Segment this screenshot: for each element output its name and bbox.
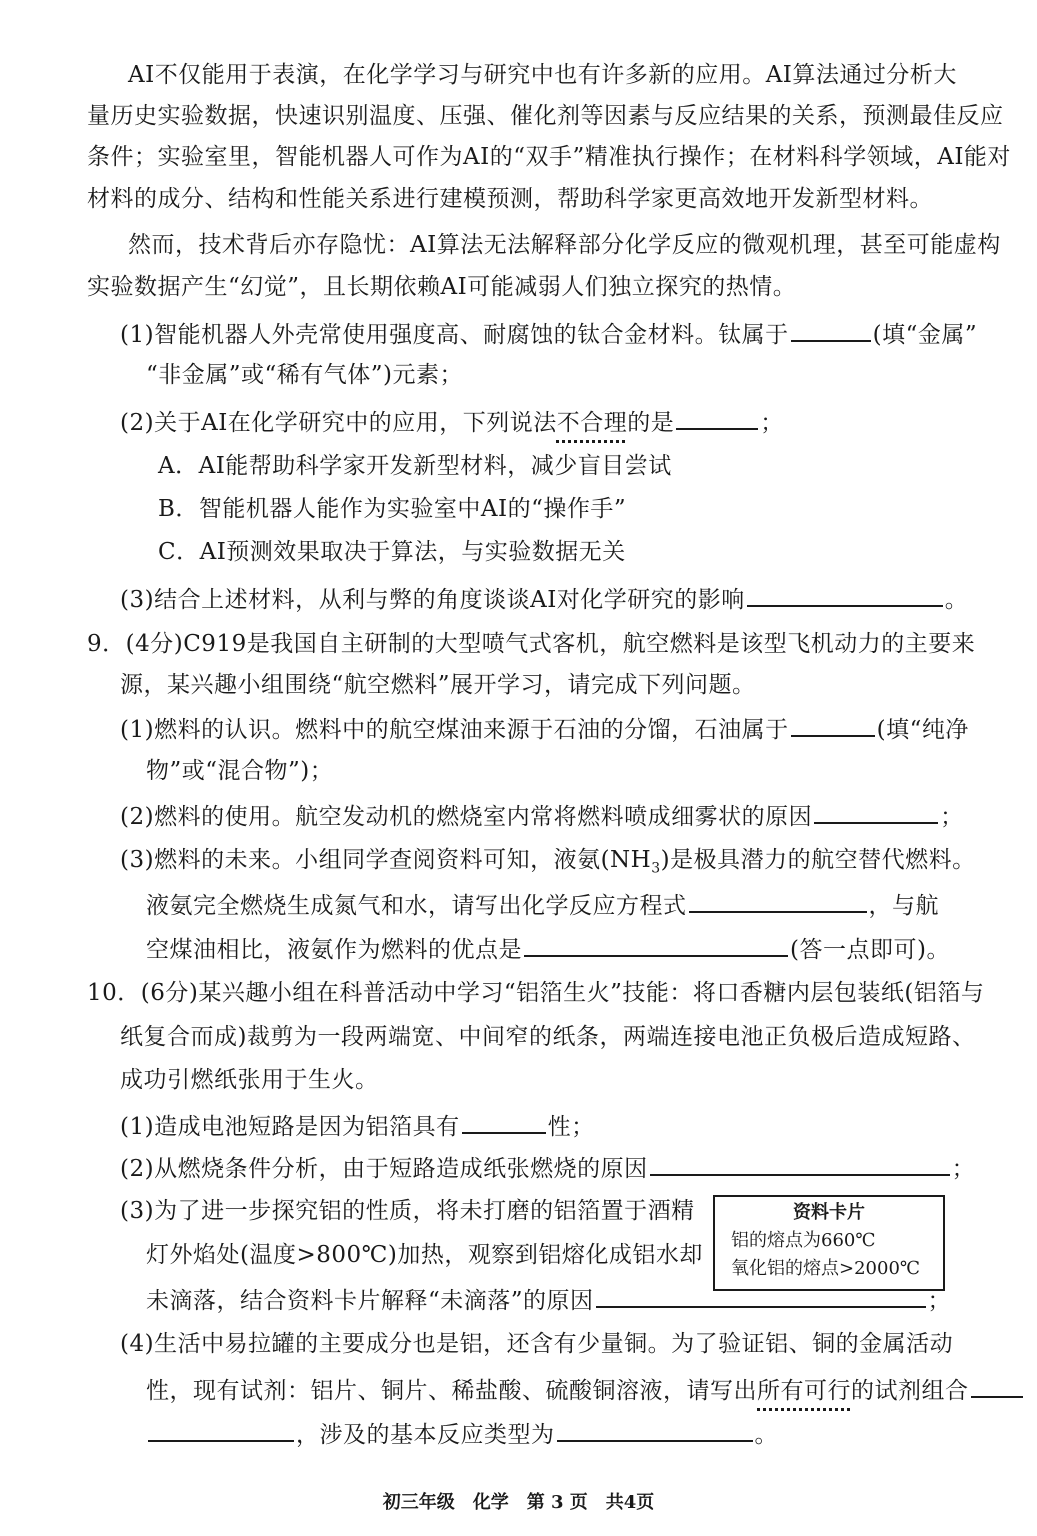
page-footer: 初三年级 化学 第 3 页 共4页 xyxy=(382,1492,655,1513)
q8-sub1-hint: (填“金属” xyxy=(872,322,978,348)
emphasis-dotted-text: 不合理 xyxy=(556,410,628,436)
passage-line: 条件；实验室里，智能机器人可作为AI的“双手”精准执行操作；在材料科学领域，AI能对 xyxy=(87,144,1011,170)
punct: ； xyxy=(760,410,784,436)
q9-sub3 xyxy=(120,845,976,884)
subscript: 3 xyxy=(651,860,661,877)
answer-blank[interactable] xyxy=(791,318,871,342)
q9-sub3-text-end: (答一点即可)。 xyxy=(790,937,950,963)
punct: ； xyxy=(927,1288,952,1314)
data-card-line: 铝的熔点为660℃ xyxy=(731,1230,876,1251)
q8-option-a: A．AI能帮助科学家开发新型材料，减少盲目尝试 xyxy=(158,453,672,479)
q9-sub3-text: 液氨完全燃烧生成氮气和水，请写出化学反应方程式 xyxy=(146,893,687,919)
passage-line: 材料的成分、结构和性能关系进行建模预测，帮助科学家更高效地开发新型材料。 xyxy=(87,186,933,212)
q8-option-b: B．智能机器人能作为实验室中AI的“操作手” xyxy=(158,496,627,522)
q8-sub1-cont: “非金属”或“稀有气体”)元素； xyxy=(146,362,464,388)
q10-sub4-l3 xyxy=(146,1418,778,1450)
answer-blank[interactable] xyxy=(747,583,943,607)
q9-sub3-text: 空煤油相比，液氨作为燃料的优点是 xyxy=(146,937,522,963)
q10-sub3-l2: 灯外焰处(温度>800℃)加热，观察到铝熔化成铝水却 xyxy=(146,1242,703,1268)
passage-line: 然而，技术背后亦存隐忧：AI算法无法解释部分化学反应的微观机理，甚至可能虚构 xyxy=(128,232,1001,258)
q8-sub1 xyxy=(120,318,977,350)
q10-stem: 10．(6分)某兴趣小组在科普活动中学习“铝箔生火”技能：将口香糖内层包装纸(铝箔与 xyxy=(87,980,985,1006)
q10-sub4-l1: (4)生活中易拉罐的主要成分也是铝，还含有少量铜。为了验证铝、铜的金属活动 xyxy=(120,1331,954,1357)
q9-sub3-l2 xyxy=(146,889,939,921)
q9-sub1-cont: 物”或“混合物”)； xyxy=(146,758,334,784)
answer-blank[interactable] xyxy=(557,1418,753,1442)
punct: ； xyxy=(951,1156,976,1182)
q9-stem: 源，某兴趣小组围绕“航空燃料”展开学习，请完成下列问题。 xyxy=(120,672,756,698)
q10-stem: 纸复合而成)裁剪为一段两端宽、中间窄的纸条，两端连接电池正负极后造成短路、 xyxy=(120,1024,976,1050)
q10-sub4-text: ，涉及的基本反应类型为 xyxy=(296,1422,555,1448)
passage-line: AI不仅能用于表演，在化学学习与研究中也有许多新的应用。AI算法通过分析大 xyxy=(128,62,957,88)
answer-blank[interactable] xyxy=(689,889,867,913)
answer-blank[interactable] xyxy=(791,713,875,737)
answer-blank[interactable] xyxy=(650,1152,950,1176)
data-card-title: 资料卡片 xyxy=(793,1202,865,1223)
q8-sub2-text: (2)关于AI在化学研究中的应用，下列说法 xyxy=(120,410,557,436)
q8-sub2 xyxy=(120,406,784,438)
q10-sub4-text: 性，现有试剂：铝片、铜片、稀盐酸、硫酸铜溶液，请写出 xyxy=(146,1378,757,1404)
answer-blank[interactable] xyxy=(971,1374,1023,1398)
q9-sub1-hint: (填“纯净 xyxy=(876,717,969,743)
answer-blank[interactable] xyxy=(676,406,758,430)
q8-sub3-text: (3)结合上述材料，从利与弊的角度谈谈AI对化学研究的影响 xyxy=(120,587,745,613)
q9-sub3-text-end: )是极具潜力的航空替代燃料。 xyxy=(660,847,976,873)
punct: 。 xyxy=(944,587,969,613)
q10-sub1-text: (1)造成电池短路是因为铝箔具有 xyxy=(120,1114,460,1140)
passage-line: 量历史实验数据，快速识别温度、压强、催化剂等因素与反应结果的关系，预测最佳反应 xyxy=(87,103,1004,129)
data-card xyxy=(713,1195,945,1291)
q9-sub2 xyxy=(120,800,964,832)
q10-sub3-l1: (3)为了进一步探究铝的性质，将未打磨的铝箔置于酒精 xyxy=(120,1198,695,1224)
punct: 。 xyxy=(754,1422,778,1448)
q8-sub3 xyxy=(120,583,968,615)
answer-blank[interactable] xyxy=(524,933,788,957)
q10-sub3-text: 未滴落，结合资料卡片解释“未滴落”的原因 xyxy=(146,1288,594,1314)
q10-sub2-text: (2)从燃烧条件分析，由于短路造成纸张燃烧的原因 xyxy=(120,1156,648,1182)
q9-sub1-text: (1)燃料的认识。燃料中的航空煤油来源于石油的分馏，石油属于 xyxy=(120,717,789,743)
q9-sub3-text: (3)燃料的未来。小组同学查阅资料可知，液氨(NH xyxy=(120,847,652,873)
q10-sub4-l2 xyxy=(146,1374,1025,1406)
punct: ； xyxy=(940,804,964,830)
q9-stem: 9．(4分)C919是我国自主研制的大型喷气式客机，航空燃料是该型飞机动力的主要来 xyxy=(87,631,976,657)
q10-sub1 xyxy=(120,1110,595,1142)
q10-sub1-text-end: 性； xyxy=(547,1114,595,1140)
q10-sub2 xyxy=(120,1152,975,1184)
q8-option-c: C．AI预测效果取决于算法，与实验数据无关 xyxy=(158,539,626,565)
answer-blank[interactable] xyxy=(814,800,938,824)
answer-blank[interactable] xyxy=(148,1418,294,1442)
q8-sub2-text-end: 的是 xyxy=(627,410,675,436)
q9-sub1 xyxy=(120,713,969,745)
passage-line: 实验数据产生“幻觉”，且长期依赖AI可能减弱人们独立探究的热情。 xyxy=(87,274,797,300)
q9-sub2-text: (2)燃料的使用。航空发动机的燃烧室内常将燃料喷成细雾状的原因 xyxy=(120,804,813,830)
data-card-line: 氧化铝的熔点>2000℃ xyxy=(731,1258,921,1279)
q8-sub1-text: (1)智能机器人外壳常使用强度高、耐腐蚀的钛合金材料。钛属于 xyxy=(120,322,789,348)
q10-stem: 成功引燃纸张用于生火。 xyxy=(120,1067,379,1093)
q9-sub3-l3 xyxy=(146,933,950,965)
q10-sub4-text: 的试剂组合 xyxy=(851,1378,969,1404)
emphasis-dotted-text: 所有可行 xyxy=(757,1378,851,1404)
answer-blank[interactable] xyxy=(462,1110,546,1134)
q9-sub3-text-end: ，与航 xyxy=(868,893,939,919)
